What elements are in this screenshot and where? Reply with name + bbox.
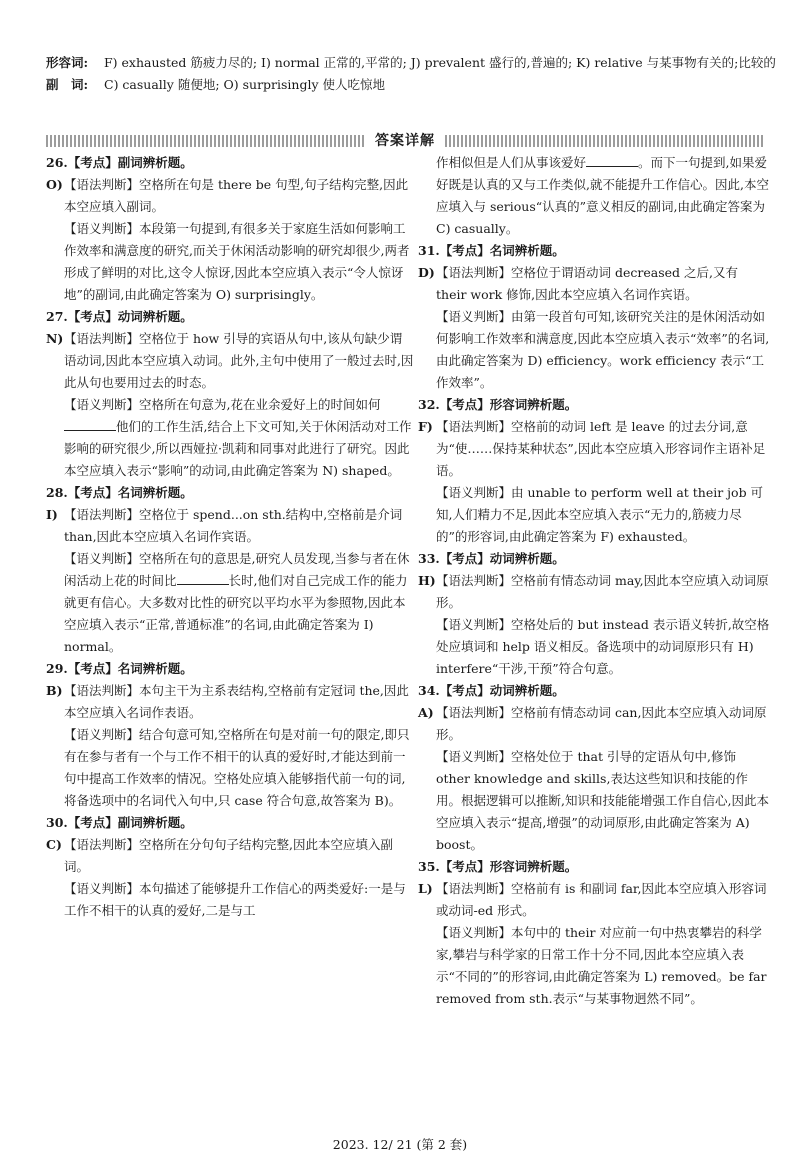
q26-answer-key: O) [46,177,63,192]
q32-heading: 32.【考点】形容词辨析题。 [418,397,578,412]
q30-semantic: 【语义判断】本句描述了能够提升工作信心的两类爱好:一是与工作不相干的认真的爱好,二是与工 [64,881,406,918]
banner-title: 答案详解 [375,133,435,149]
q32-answer-key: F) [418,419,433,434]
q28-blank [177,572,229,585]
vocab-section [46,52,776,96]
q28-heading: 28.【考点】名词辨析题。 [46,485,193,500]
q34-body [418,702,772,856]
q29-heading: 29.【考点】名词辨析题。 [46,661,193,676]
q30-cont-a: 作相似但是人们从事该爱好 [436,155,587,170]
vocab-adverb-label: 副 词: [46,77,89,92]
q31-grammar: 【语法判断】空格位于谓语动词 decreased 之后,又有 their work 修饰,因此本空应填入名词作宾语。 [436,265,738,302]
q27-semantic-b: 他们的工作生活,结合上下文可知,关于休闲活动对工作影响的研究很少,所以西娅拉·凯莉和同事对此进行了研究。因此本空应填入表示“影响”的动词,由此确定答案为 N) shaped。 [64,419,412,478]
answer-banner [46,132,764,150]
q35-semantic: 【语义判断】本句中的 their 对应前一句中热衷攀岩的科学家,攀岩与科学家的日常工作十分不同,因此本空应填入表示“不同的”的形容词,由此确定答案为 L) removed。be far removed from sth.表示“与某事物迥然不同”。 [436,925,767,1006]
q30-answer-key: C) [46,837,62,852]
q33-body [418,570,772,680]
q34-semantic: 【语义判断】空格处位于 that 引导的定语从句中,修饰 other knowledge and skills,表达这些知识和技能的作用。根据逻辑可以推断,知识和技能能增强工作自信心,因此本空应填入表示“提高,增强”的动词原形,由此确定答案为 A) boost。 [436,749,769,852]
q34-answer-key: A) [418,705,434,720]
q27-body [46,328,414,482]
vocab-adverb-text: C) casually 随便地; O) surprisingly 使人吃惊地 [104,77,386,92]
q30-body [46,834,414,922]
q28-semantic-b: 长时,他们对自己完成工作的能力就更有信心。大多数对比性的研究以平均水平为参照物,因此本空应填入表示“正常,普通标准”的名词,由此确定答案为 I) normal。 [64,573,408,654]
vocab-adjective-label: 形容词: [46,55,89,70]
q26-grammar: 【语法判断】空格所在句是 there be 句型,句子结构完整,因此本空应填入副词。 [64,177,409,214]
q28-grammar: 【语法判断】空格位于 spend...on sth.结构中,空格前是介词 than,因此本空应填入名词作宾语。 [64,507,403,544]
q30-cont-b: 。而下一句提到,如果爱好既是认真的又与工作类似,就不能提升工作信心。因此,本空应填入与 serious“认真的”意义相反的副词,由此确定答案为 C) casually。 [436,155,769,236]
q35-answer-key: L) [418,881,433,896]
q31-heading: 31.【考点】名词辨析题。 [418,243,565,258]
q33-heading: 33.【考点】动词辨析题。 [418,551,565,566]
q27-grammar: 【语法判断】空格位于 how 引导的宾语从句中,该从句缺少谓语动词,因此本空应填入动词。此外,主句中使用了一般过去时,因此从句也要用过去的时态。 [64,331,414,390]
q30-continuation [418,152,772,240]
q33-answer-key: H) [418,573,436,588]
q34-heading: 34.【考点】动词辨析题。 [418,683,565,698]
q32-grammar: 【语法判断】空格前的动词 left 是 leave 的过去分词,意为“使……保持某种状态”,因此本空应填入形容词作主语补足语。 [436,419,766,478]
q33-grammar: 【语法判断】空格前有情态动词 may,因此本空应填入动词原形。 [436,573,769,610]
q29-grammar: 【语法判断】本句主干为主系表结构,空格前有定冠词 the,因此本空应填入名词作表语。 [64,683,409,720]
q35-heading: 35.【考点】形容词辨析题。 [418,859,578,874]
left-column [46,152,414,922]
right-column [418,152,772,1010]
q26-semantic: 【语义判断】本段第一句提到,有很多关于家庭生活如何影响工作效率和满意度的研究,而关于休闲活动影响的研究却很少,两者形成了鲜明的对比,这令人惊讶,因此本空应填入表示“令人惊讶地”的副词,由此确定答案为 O) surprisingly。 [64,221,410,302]
vocab-adjective-row [46,52,776,74]
q30-grammar: 【语法判断】空格所在分句句子结构完整,因此本空应填入副词。 [64,837,393,874]
q31-answer-key: D) [418,265,435,280]
q31-body [418,262,772,394]
q27-blank [64,418,116,431]
q29-body [46,680,414,812]
q27-semantic [64,394,414,482]
q28-semantic-a: 【语义判断】空格所在句的意思是,研究人员发现,当参与者在休闲活动上花的时间比 [64,551,410,588]
q29-answer-key: B) [46,683,63,698]
q29-semantic: 【语义判断】结合句意可知,空格所在句是对前一句的限定,即只有在参与者有一个与工作不相干的认真的爱好时,才能达到前一句中提高工作效率的情况。空格处应填入能够指代前一句的词,将备选项中的名词代入句中,只 case 符合句意,故答案为 B)。 [64,727,410,808]
q26-body [46,174,414,306]
q31-semantic: 【语义判断】由第一段首句可知,该研究关注的是休闲活动如何影响工作效率和满意度,因此本空应填入表示“效率”的名词,由此确定答案为 D) efficiency。work efficiency 表示“工作效率”。 [436,309,770,390]
q28-answer-key: I) [46,507,58,522]
q34-grammar: 【语法判断】空格前有情态动词 can,因此本空应填入动词原形。 [436,705,767,742]
q28-body [46,504,414,658]
q32-semantic: 【语义判断】由 unable to perform well at their job 可知,人们精力不足,因此本空应填入表示“无力的,筋疲力尽的”的形容词,由此确定答案为 F) exhausted。 [436,485,764,544]
vocab-adjective-text: F) exhausted 筋疲力尽的; I) normal 正常的,平常的; J) prevalent 盛行的,普遍的; K) relative 与某事物有关的;比较的 [104,55,776,70]
q26-heading: 26.【考点】副词辨析题。 [46,155,193,170]
q27-answer-key: N) [46,331,64,346]
q27-heading: 27.【考点】动词辨析题。 [46,309,193,324]
vocab-adverb-row [46,74,776,96]
q30-heading: 30.【考点】副词辨析题。 [46,815,193,830]
q28-semantic [64,548,414,658]
q30-blank [586,154,638,167]
q35-grammar: 【语法判断】空格前有 is 和副词 far,因此本空应填入形容词或动词-ed 形式。 [436,881,767,918]
q33-semantic: 【语义判断】空格处后的 but instead 表示语义转折,故空格处应填词和 help 语义相反。备选项中的动词原形只有 H) interfere“干涉,干预”符合句意。 [436,617,770,676]
q35-body [418,878,772,1010]
page-footer: 2023. 12/ 21 (第 2 套) [332,1137,468,1152]
q27-semantic-a: 【语义判断】空格所在句意为,花在业余爱好上的时间如何 [64,397,381,412]
q32-body [418,416,772,548]
banner-pattern-right [445,135,764,147]
banner-pattern-left [46,135,365,147]
